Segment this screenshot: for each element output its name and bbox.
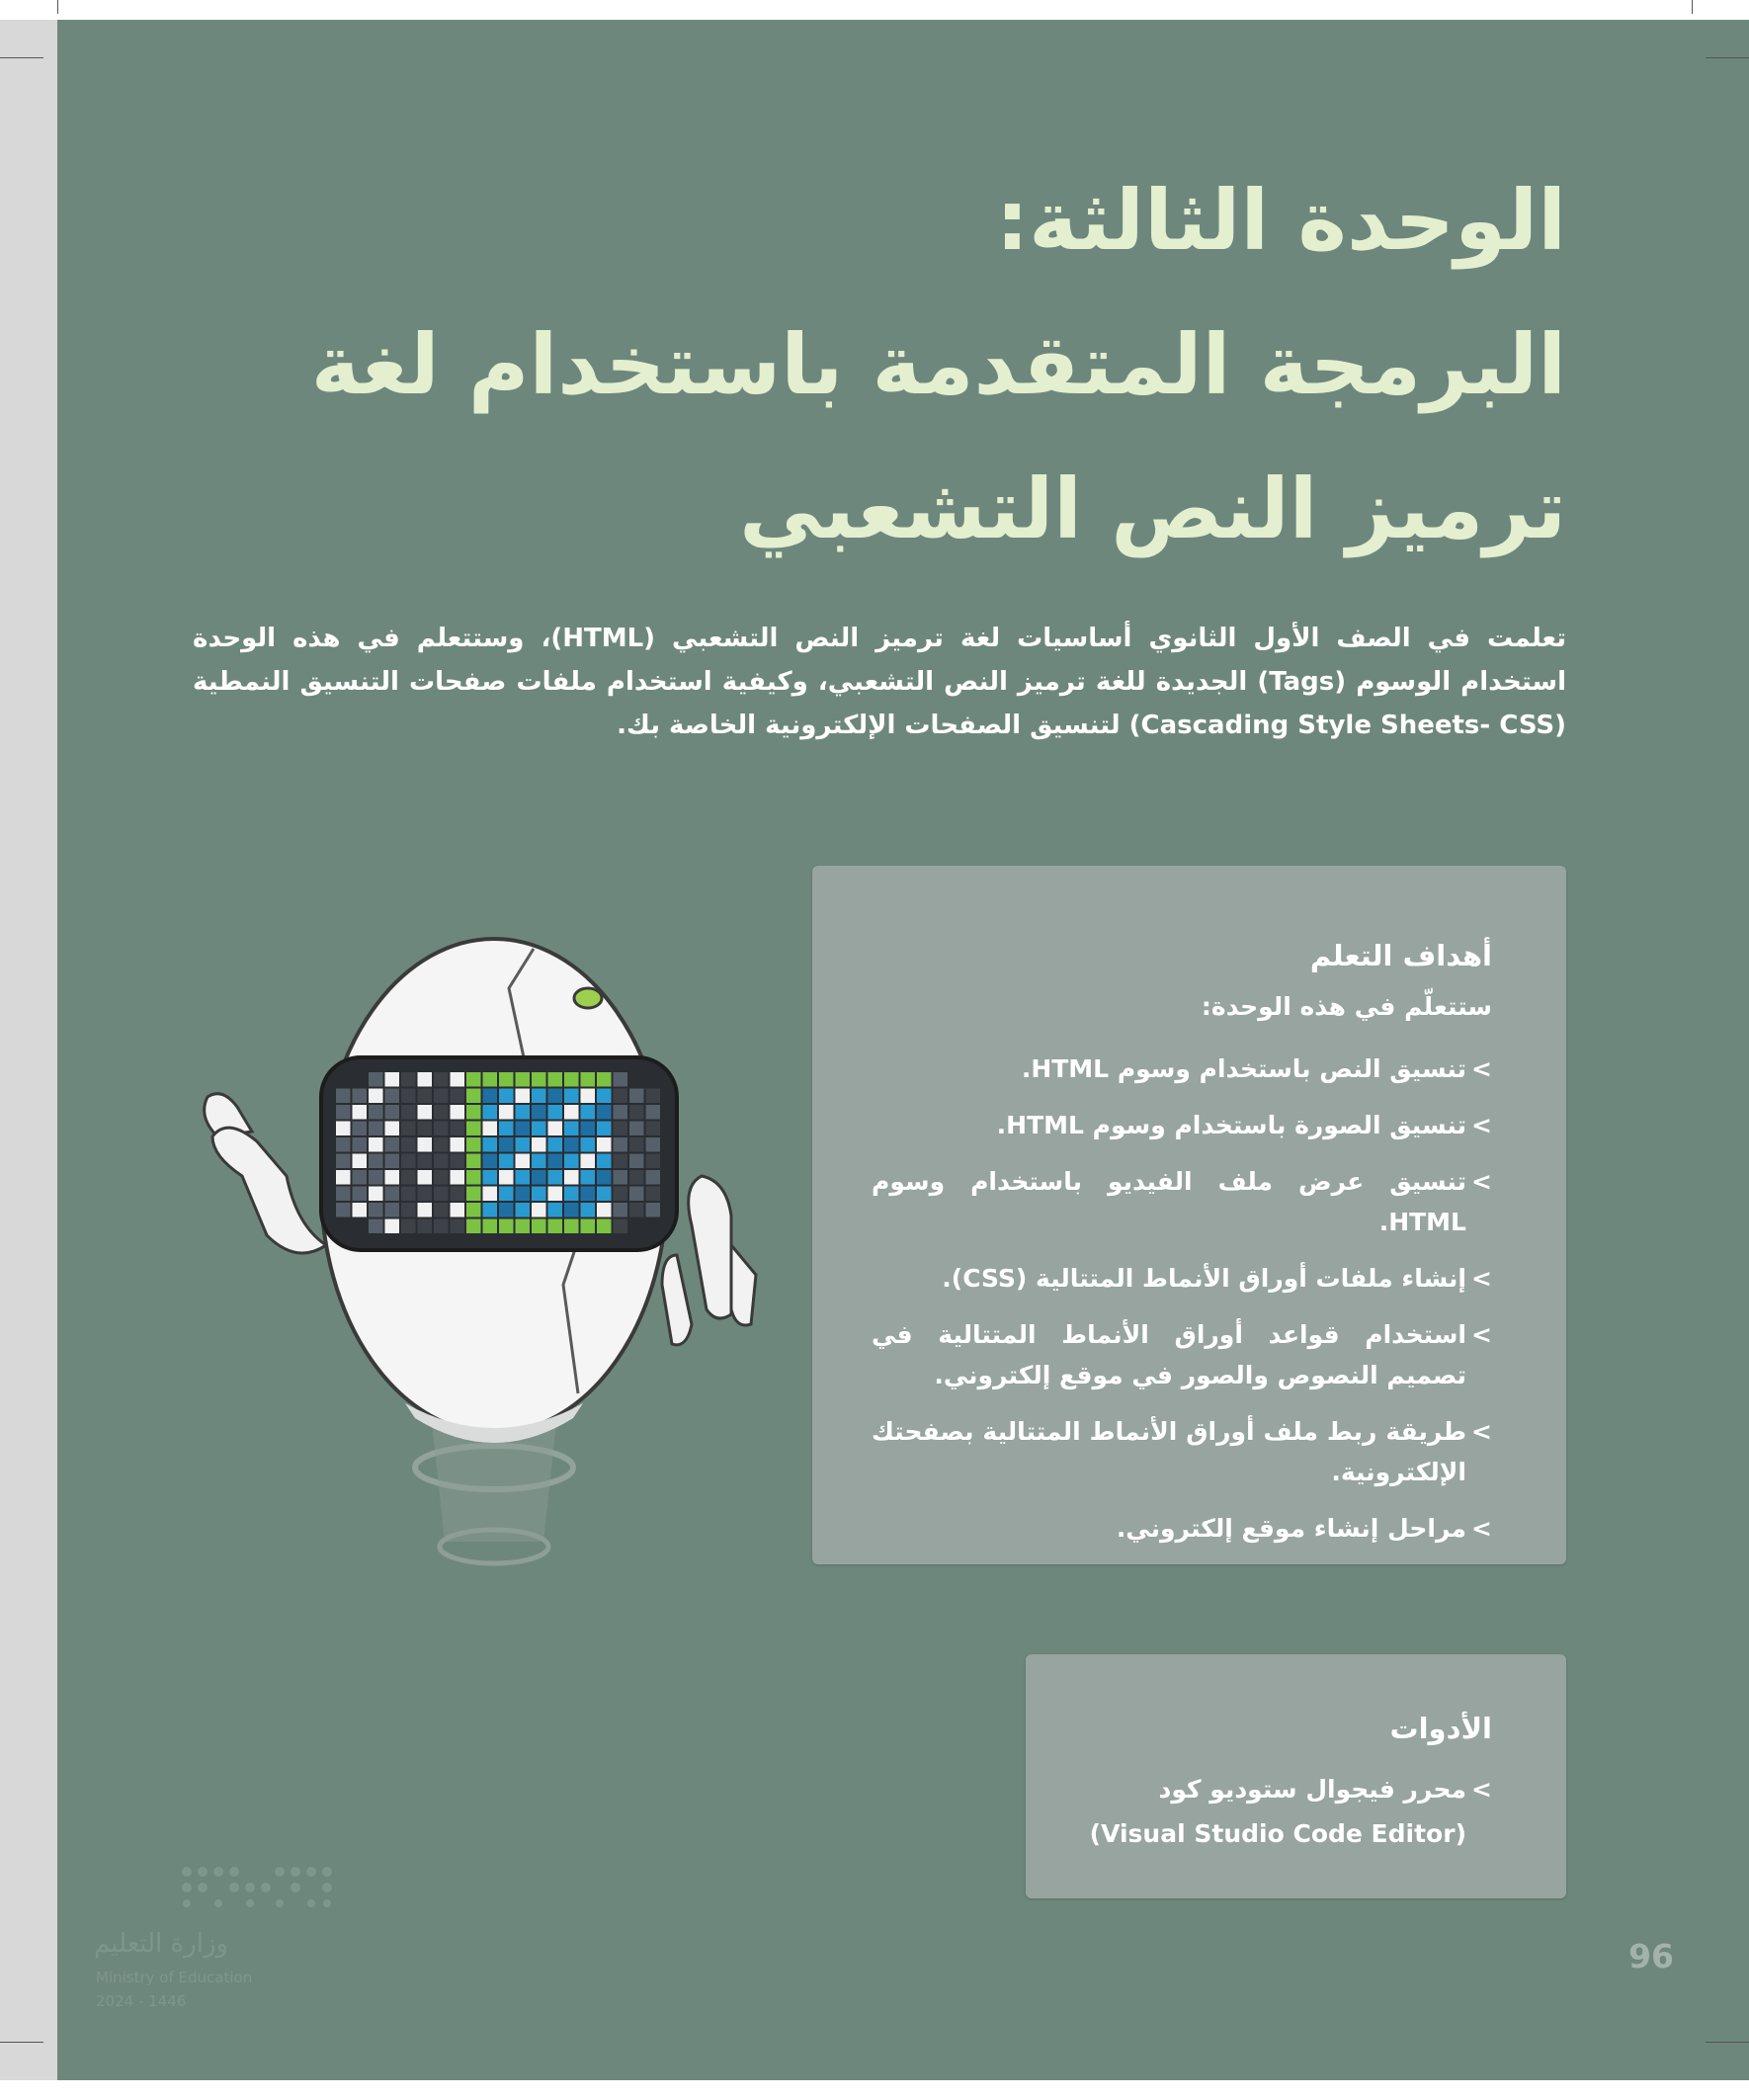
visor-pixel — [564, 1203, 579, 1218]
bullet-marker: > — [1471, 1264, 1492, 1293]
visor-pixel — [564, 1089, 579, 1104]
visor-pixel — [597, 1072, 612, 1087]
visor-pixel — [336, 1170, 351, 1185]
visor-pixel — [629, 1187, 644, 1202]
visor-pixel — [385, 1154, 400, 1169]
visor-pixel — [597, 1170, 612, 1185]
visor-pixel — [483, 1203, 498, 1218]
visor-pixel — [516, 1187, 531, 1202]
visor-pixel — [646, 1122, 661, 1136]
visor-pixel — [597, 1089, 612, 1104]
visor-pixel — [597, 1137, 612, 1152]
visor-pixel — [369, 1137, 383, 1152]
visor-pixel — [451, 1170, 465, 1185]
visor-pixel — [516, 1154, 531, 1169]
visor-pixel — [353, 1137, 368, 1152]
visor-pixel — [532, 1219, 546, 1234]
visor-pixel — [369, 1170, 383, 1185]
bullet-marker: > — [1471, 1167, 1492, 1196]
unit-title-line-2: البرمجة المتقدمة باستخدام لغة — [310, 316, 1566, 413]
goal-text: طريقة ربط ملف أوراق الأنماط المتتالية بصفحتك الإلكترونية. — [872, 1417, 1466, 1486]
visor-pixel — [646, 1137, 661, 1152]
learning-goals-box — [812, 866, 1566, 1564]
visor-pixel — [499, 1072, 514, 1087]
visor-pixel — [532, 1089, 546, 1104]
visor-pixel — [614, 1105, 628, 1120]
intro-paragraph: تعلمت في الصف الأول الثانوي أساسيات لغة ترميز النص التشعبي (HTML)، وستتعلم في هذه الوحدة استخدام الوسوم (Tags) الجديدة للغة ترميز النص التشعبي، وكيفية استخدام ملفات صفحات التنسيق النمطية (Cascading Style Sheets- CSS) لتنسيق الصفحات الإلكترونية الخاصة بك. — [193, 624, 1566, 740]
visor-pixel — [499, 1187, 514, 1202]
visor-pixel — [418, 1072, 433, 1087]
visor-pixel — [418, 1187, 433, 1202]
visor-pixel — [581, 1089, 596, 1104]
goal-text: إنشاء ملفات أوراق الأنماط المتتالية (CSS). — [942, 1264, 1466, 1293]
visor-pixel — [466, 1154, 481, 1169]
visor-pixel — [369, 1187, 383, 1202]
visor-pixel — [629, 1137, 644, 1152]
visor-pixel — [336, 1137, 351, 1152]
bullet-marker: > — [1471, 1775, 1492, 1804]
visor-pixel — [466, 1187, 481, 1202]
visor-pixel — [516, 1122, 531, 1136]
crop-mark-top-right — [1706, 57, 1749, 58]
tool-item — [1077, 1767, 1492, 1856]
goal-text: تنسيق النص باستخدام وسوم HTML. — [1021, 1054, 1466, 1083]
visor-pixel — [385, 1105, 400, 1120]
visor-pixel — [451, 1122, 465, 1136]
visor-pixel — [401, 1219, 416, 1234]
visor-pixel — [548, 1122, 563, 1136]
visor-pixel — [353, 1203, 368, 1218]
visor-pixel — [581, 1154, 596, 1169]
goal-item — [872, 1105, 1492, 1145]
visor-pixel — [418, 1137, 433, 1152]
visor-pixel — [564, 1219, 579, 1234]
visor-pixel — [336, 1089, 351, 1104]
visor-pixel — [466, 1203, 481, 1218]
visor-pixel — [418, 1105, 433, 1120]
tool-name-arabic: محرر فيجوال ستوديو كود — [1158, 1775, 1466, 1804]
goal-item — [872, 1411, 1492, 1492]
visor-pixel — [646, 1089, 661, 1104]
visor-pixel — [353, 1105, 368, 1120]
visor-pixel — [418, 1203, 433, 1218]
visor-pixel — [483, 1154, 498, 1169]
visor-pixel — [532, 1170, 546, 1185]
visor-pixel — [614, 1072, 628, 1087]
visor-pixel — [483, 1072, 498, 1087]
visor-pixel — [564, 1187, 579, 1202]
visor-pixel — [499, 1089, 514, 1104]
visor-pixel — [466, 1219, 481, 1234]
visor-pixel — [451, 1154, 465, 1169]
visor-pixel — [516, 1089, 531, 1104]
visor-pixel — [353, 1154, 368, 1169]
visor-pixel — [401, 1187, 416, 1202]
visor-pixel — [434, 1187, 449, 1202]
robot-illustration — [178, 929, 791, 1601]
visor-pixel — [401, 1122, 416, 1136]
visor-pixel — [614, 1089, 628, 1104]
goal-item — [872, 1314, 1492, 1395]
tools-list — [1077, 1767, 1492, 1856]
visor-pixel — [499, 1219, 514, 1234]
visor-pixel — [499, 1170, 514, 1185]
goal-item — [872, 1049, 1492, 1089]
visor-pixel — [434, 1219, 449, 1234]
visor-pixel — [418, 1219, 433, 1234]
visor-pixel — [646, 1170, 661, 1185]
visor-pixel — [597, 1105, 612, 1120]
visor-pixel — [336, 1154, 351, 1169]
bullet-marker: > — [1471, 1320, 1492, 1349]
visor-pixel — [369, 1122, 383, 1136]
visor-pixel — [483, 1170, 498, 1185]
visor-pixel — [629, 1089, 644, 1104]
visor-pixel — [385, 1203, 400, 1218]
visor-pixel — [499, 1203, 514, 1218]
visor-pixel — [401, 1072, 416, 1087]
visor-pixel — [418, 1122, 433, 1136]
visor-pixel — [614, 1154, 628, 1169]
crop-mark-top-right-v — [1692, 0, 1693, 14]
visor-pixel — [646, 1187, 661, 1202]
left-gutter — [0, 20, 57, 2080]
visor-pixel — [564, 1122, 579, 1136]
visor-pixel — [385, 1137, 400, 1152]
tools-box — [1026, 1654, 1566, 1898]
visor-pixel — [353, 1170, 368, 1185]
unit-title-line-3: ترميز النص التشعبي — [739, 461, 1566, 557]
visor-pixel — [581, 1219, 596, 1234]
visor-pixel — [401, 1089, 416, 1104]
ministry-name-arabic: وزارة التعليم — [94, 1929, 229, 1959]
page-number: 96 — [1628, 1937, 1674, 1975]
visor-pixel — [532, 1154, 546, 1169]
visor-pixel — [369, 1203, 383, 1218]
visor-pixel — [434, 1154, 449, 1169]
visor-pixel — [385, 1170, 400, 1185]
visor-pixel — [483, 1122, 498, 1136]
visor-pixel — [564, 1154, 579, 1169]
goal-item — [872, 1508, 1492, 1549]
visor-pixel — [353, 1122, 368, 1136]
ministry-year: 2024 - 1446 — [96, 1992, 187, 2010]
visor-pixel — [418, 1089, 433, 1104]
visor-pixel — [548, 1072, 563, 1087]
visor-pixel — [401, 1170, 416, 1185]
visor-pixel — [369, 1072, 383, 1087]
visor-pixel — [548, 1105, 563, 1120]
visor-pixel — [597, 1187, 612, 1202]
visor-pixel — [499, 1154, 514, 1169]
visor-pixel — [401, 1154, 416, 1169]
visor-pixel — [466, 1137, 481, 1152]
visor-pixel — [629, 1154, 644, 1169]
visor-pixel — [564, 1105, 579, 1120]
ministry-logo-mark-icon — [181, 1866, 349, 1915]
visor-pixel — [581, 1105, 596, 1120]
visor-pixel — [451, 1219, 465, 1234]
crop-mark-bottom-right — [1706, 2042, 1749, 2043]
unit-title — [282, 148, 1566, 581]
visor-pixel — [516, 1072, 531, 1087]
visor-pixel — [629, 1170, 644, 1185]
crop-mark-top-left — [0, 57, 43, 58]
visor-pixel — [434, 1072, 449, 1087]
visor-pixel — [646, 1154, 661, 1169]
visor-pixel — [532, 1072, 546, 1087]
visor-pixel — [483, 1137, 498, 1152]
visor-pixel — [614, 1219, 628, 1234]
visor-pixel — [353, 1089, 368, 1104]
visor-pixel — [516, 1170, 531, 1185]
ministry-name-english: Ministry of Education — [96, 1969, 253, 1986]
visor-pixel — [434, 1137, 449, 1152]
visor-pixel — [451, 1187, 465, 1202]
visor-pixel — [581, 1170, 596, 1185]
ministry-logo — [94, 1858, 351, 2016]
visor-pixel — [451, 1072, 465, 1087]
visor-pixel — [516, 1203, 531, 1218]
visor-pixel — [581, 1187, 596, 1202]
visor-pixel — [336, 1105, 351, 1120]
visor-pixel — [466, 1072, 481, 1087]
visor-pixel — [385, 1187, 400, 1202]
visor-pixel — [548, 1089, 563, 1104]
visor-pixel — [483, 1105, 498, 1120]
visor-pixel — [581, 1137, 596, 1152]
visor-pixel — [614, 1122, 628, 1136]
visor-pixel — [434, 1089, 449, 1104]
visor-pixel — [516, 1105, 531, 1120]
visor-pixel — [369, 1219, 383, 1234]
visor-pixel — [385, 1122, 400, 1136]
visor-pixel — [614, 1203, 628, 1218]
bullet-marker: > — [1471, 1514, 1492, 1543]
visor-pixel — [483, 1089, 498, 1104]
visor-pixel — [353, 1187, 368, 1202]
visor-pixel — [532, 1203, 546, 1218]
visor-pixel — [614, 1187, 628, 1202]
tool-name-english: (Visual Studio Code Editor) — [1089, 1819, 1466, 1848]
visor-pixel — [564, 1137, 579, 1152]
visor-pixel — [385, 1072, 400, 1087]
visor-pixel — [499, 1122, 514, 1136]
visor-pixel — [532, 1105, 546, 1120]
visor-pixel — [466, 1122, 481, 1136]
visor-pixel — [548, 1137, 563, 1152]
visor-pixel — [614, 1170, 628, 1185]
goal-text: استخدام قواعد أوراق الأنماط المتتالية في تصميم النصوص والصور في موقع إلكتروني. — [872, 1320, 1466, 1389]
visor-pixel — [499, 1137, 514, 1152]
bullet-marker: > — [1471, 1417, 1492, 1446]
visor-pixel — [451, 1105, 465, 1120]
crop-mark-top-left-v — [57, 0, 58, 14]
visor-pixel — [597, 1154, 612, 1169]
visor-pixel — [548, 1219, 563, 1234]
visor-pixel — [336, 1122, 351, 1136]
visor-pixel — [401, 1105, 416, 1120]
visor-pixel — [564, 1170, 579, 1185]
visor-pixel — [369, 1105, 383, 1120]
visor-pixel — [434, 1122, 449, 1136]
visor-pixel — [336, 1203, 351, 1218]
visor-pixel — [418, 1154, 433, 1169]
visor-pixel — [646, 1105, 661, 1120]
visor-pixel — [548, 1154, 563, 1169]
visor-pixel — [516, 1219, 531, 1234]
visor-pixel — [483, 1219, 498, 1234]
visor-pixel — [385, 1089, 400, 1104]
visor-pixel — [434, 1203, 449, 1218]
learning-goals-subheading: ستتعلّم في هذه الوحدة: — [1201, 992, 1492, 1021]
visor-pixel — [581, 1072, 596, 1087]
visor-pixel — [401, 1137, 416, 1152]
visor-pixel — [385, 1219, 400, 1234]
visor-pixel — [614, 1137, 628, 1152]
learning-goals-heading: أهداف التعلم — [1309, 939, 1492, 972]
visor-pixel — [516, 1137, 531, 1152]
tools-heading: الأدوات — [1389, 1712, 1492, 1745]
visor-pixel — [418, 1170, 433, 1185]
bullet-marker: > — [1471, 1054, 1492, 1083]
visor-pixel — [532, 1137, 546, 1152]
bullet-marker: > — [1471, 1111, 1492, 1139]
visor-pixel — [548, 1170, 563, 1185]
visor-pixel — [564, 1072, 579, 1087]
visor-pixel — [434, 1170, 449, 1185]
goal-text: مراحل إنشاء موقع إلكتروني. — [1116, 1514, 1466, 1543]
visor-pixel — [369, 1089, 383, 1104]
visor-pixel — [581, 1203, 596, 1218]
unit-title-line-1: الوحدة الثالثة: — [995, 172, 1566, 269]
visor-pixel — [532, 1187, 546, 1202]
visor-pixel — [369, 1154, 383, 1169]
visor-pixel — [451, 1137, 465, 1152]
goal-item — [872, 1161, 1492, 1242]
visor-pixel — [532, 1122, 546, 1136]
visor-pixel — [646, 1203, 661, 1218]
visor-pixel — [466, 1089, 481, 1104]
visor-pixel — [434, 1105, 449, 1120]
crop-mark-bottom-left — [0, 2042, 43, 2043]
visor-pixel — [597, 1203, 612, 1218]
learning-goals-list — [872, 1049, 1492, 1564]
visor-pixel — [629, 1122, 644, 1136]
visor-pixel — [629, 1105, 644, 1120]
visor-pixel — [581, 1122, 596, 1136]
visor-pixel — [483, 1187, 498, 1202]
visor-pixel — [466, 1170, 481, 1185]
visor-pixel — [548, 1187, 563, 1202]
goal-text: تنسيق الصورة باستخدام وسوم HTML. — [996, 1111, 1466, 1139]
goal-text: تنسيق عرض ملف الفيديو باستخدام وسوم HTML. — [872, 1167, 1466, 1236]
visor-pixel — [597, 1219, 612, 1234]
visor-pixel — [597, 1122, 612, 1136]
visor-pixel — [548, 1203, 563, 1218]
visor-pixel — [629, 1203, 644, 1218]
visor-pixel — [401, 1203, 416, 1218]
visor-pixel — [499, 1105, 514, 1120]
visor-pixel — [451, 1203, 465, 1218]
visor-pixel — [466, 1105, 481, 1120]
goal-item — [872, 1258, 1492, 1299]
visor-pixel — [336, 1187, 351, 1202]
visor-pixel — [451, 1089, 465, 1104]
